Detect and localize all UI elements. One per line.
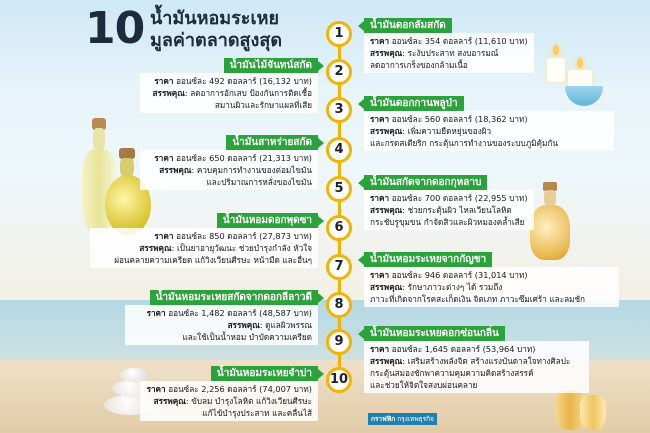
rank-badge-5: 5 xyxy=(326,176,352,202)
rank-badge-1: 1 xyxy=(326,21,352,47)
credit-label: กราฟฟิก xyxy=(371,415,396,423)
entry-2 xyxy=(140,58,318,113)
benefit-text: ลดอาการอักเสบ ป้องกันการติดเชื้อ xyxy=(190,88,312,98)
rank-badge-2: 2 xyxy=(326,59,352,85)
rank-badge-6: 6 xyxy=(326,215,352,241)
benefit-text: และปริมาณการหลั่งของไขมัน xyxy=(206,177,312,187)
entry-8 xyxy=(125,290,318,345)
entry-details: ราคา ออนซ์ละ 560 ดอลลาร์ (18,362 บาท) สรรพคุณ: เพิ่มความยืดหยุ่นของผิว และกรดสเตียริก กระตุ้นการทำงานของระบบภูมิคุ้มกัน xyxy=(364,111,614,151)
benefit-text: ควบคุมการทำงานของต่อมไขมัน xyxy=(196,165,312,175)
benefit-text: และกรดสเตียริก กระตุ้นการทำงานของระบบภูมิคุ้มกัน xyxy=(370,138,558,148)
title-number: 10 xyxy=(85,3,145,54)
benefit-label: สรรพคุณ xyxy=(139,243,172,253)
source-credit xyxy=(368,413,437,425)
pointer-arrow xyxy=(318,138,324,148)
title-line-2: มูลค่าตลาดสูงสุด xyxy=(150,30,283,51)
entry-5 xyxy=(364,175,614,230)
rank-badge-8: 8 xyxy=(326,292,352,318)
entry-details: ราคา ออนซ์ละ 946 ดอลลาร์ (31,014 บาท) สรรพคุณ: รักษาภาวะต่างๆ ได้ รวมถึง ภาวะที่เกิดจากโรคสะเก็ดเงิน จิตเภท ภาวะซึมเศร้า และลมชัก xyxy=(364,267,619,307)
entry-10 xyxy=(140,366,318,421)
benefit-label: สรรพคุณ xyxy=(370,48,403,58)
entry-title: น้ำมันหอมระเหยจากกัญชา xyxy=(364,252,492,267)
benefit-text: ผ่อนคลายความเครียด แก้วิงเวียนศีรษะ หน้ามืด และอื่นๆ xyxy=(114,255,312,265)
entry-details: ราคา ออนซ์ละ 1,645 ดอลลาร์ (53,964 บาท) สรรพคุณ: เสริมสร้างพลังจิต สร้างแรงบันดาลใจทางศิลปะ กระตุ้นสมองชักพาความคุมความคิดสร้างสรรค์ และช่วยให้จิตใจสงบผ่อนคลาย xyxy=(364,341,589,393)
benefit-label: สรรพคุณ xyxy=(370,126,403,136)
entry-6 xyxy=(90,213,318,268)
entry-title: น้ำมันหอมดอกพุดซา xyxy=(217,213,318,228)
benefit-label: สรรพคุณ xyxy=(370,282,403,292)
rank-badge-7: 7 xyxy=(326,254,352,280)
entry-title: น้ำมันหอมระเหยจำปา xyxy=(211,366,318,381)
benefit-text: และช่วยให้จิตใจสงบผ่อนคลาย xyxy=(370,380,478,390)
price-value: ออนซ์ละ 2,256 ดอลลาร์ (74,007 บาท) xyxy=(168,384,312,394)
benefit-text: รักษาภาวะต่างๆ ได้ รวมถึง xyxy=(407,282,503,292)
entry-1 xyxy=(364,18,612,73)
pointer-arrow xyxy=(318,369,324,379)
price-label: ราคา xyxy=(146,308,166,318)
price-value: ออนซ์ละ 492 ดอลลาร์ (16,132 บาท) xyxy=(176,76,312,86)
entry-4 xyxy=(140,135,318,190)
benefit-label: สรรพคุณ xyxy=(153,396,186,406)
entry-details: ราคา ออนซ์ละ 1,482 ดอลลาร์ (48,587 บาท) สรรพคุณ: ดูแลผิวพรรณ และใช้เป็นน้ำหอม บำบัดความเครียด xyxy=(125,305,318,345)
entry-details: ราคา ออนซ์ละ 2,256 ดอลลาร์ (74,007 บาท) สรรพคุณ: ขับลม บำรุงโลหิต แก้วิงเวียนศีรษะ แก้ไข้บำรุงประสาท และคลื่นไส้ xyxy=(140,381,318,421)
benefit-label: สรรพคุณ xyxy=(152,88,185,98)
pointer-arrow xyxy=(318,61,324,71)
entry-9 xyxy=(364,326,589,406)
price-value: ออนซ์ละ 1,482 ดอลลาร์ (48,587 บาท) xyxy=(168,308,312,318)
price-value: ออนซ์ละ 650 ดอลลาร์ (21,313 บาท) xyxy=(176,153,312,163)
benefit-text: ช่วยกระตุ้นผิว ไหลเวียนโลหิต xyxy=(407,205,512,215)
price-label: ราคา xyxy=(146,384,166,394)
pointer-arrow xyxy=(318,216,324,226)
entry-details: ราคา ออนซ์ละ 354 ดอลลาร์ (11,610 บาท) สรรพคุณ: ระงับประสาท สงบอารมณ์ ลดอาการเกร็งของกล้ามเนื้อ xyxy=(364,33,534,73)
entry-title: น้ำมันไม้จันทน์สกัด xyxy=(224,58,318,73)
entry-3 xyxy=(364,96,614,151)
benefit-text: ดูแลผิวพรรณ xyxy=(265,320,312,330)
benefit-text: ภาวะที่เกิดจากโรคสะเก็ดเงิน จิตเภท ภาวะซึมเศร้า และลมชัก xyxy=(370,294,586,304)
rank-badge-10: 10 xyxy=(326,367,352,393)
benefit-text: สมานผิวและรักษาแผลที่เสีย xyxy=(214,100,312,110)
price-label: ราคา xyxy=(370,114,390,124)
price-label: ราคา xyxy=(370,344,390,354)
benefit-text: กระชับรูขุมขน กำจัดสิวและผิวหมองคล้ำเสีย xyxy=(370,217,525,227)
entry-title: น้ำมันดอกกานพลูป่า xyxy=(364,96,464,111)
entry-details: ราคา ออนซ์ละ 850 ดอลลาร์ (27,873 บาท) สรรพคุณ: เป็นยาอายุวัฒนะ ช่วยบำรุงกำลัง หัวใจ ผ่อนคลายความเครียด แก้วิงเวียนศีรษะ หน้ามืด และอื่นๆ xyxy=(90,228,318,268)
entry-title: น้ำมันหอมระเหยดอกซ่อนกลิ่น xyxy=(364,326,505,341)
entry-title: น้ำมันดอกลัมสกัด xyxy=(364,18,452,33)
rank-badge-3: 3 xyxy=(326,97,352,123)
price-label: ราคา xyxy=(370,270,390,280)
benefit-label: สรรพคุณ xyxy=(370,356,403,366)
entry-details: ราคา ออนซ์ละ 650 ดอลลาร์ (21,313 บาท) สรรพคุณ: ควบคุมการทำงานของต่อมไขมัน และปริมาณการหลั่งของไขมัน xyxy=(140,150,318,190)
benefit-label: สรรพคุณ xyxy=(370,205,403,215)
price-value: ออนซ์ละ 946 ดอลลาร์ (31,014 บาท) xyxy=(391,270,528,280)
entry-details: ราคา ออนซ์ละ 700 ดอลลาร์ (22,955 บาท) สรรพคุณ: ช่วยกระตุ้นผิว ไหลเวียนโลหิต กระชับรูขุมขน กำจัดสิวและผิวหมองคล้ำเสีย xyxy=(364,190,534,230)
price-value: ออนซ์ละ 560 ดอลลาร์ (18,362 บาท) xyxy=(391,114,528,124)
benefit-text: ขับลม บำรุงโลหิต แก้วิงเวียนศีรษะ xyxy=(191,396,312,406)
title-line-1: น้ำมันหอมระเหย xyxy=(150,8,280,29)
price-value: ออนซ์ละ 1,645 ดอลลาร์ (53,964 บาท) xyxy=(391,344,536,354)
credit-source: กรุงเทพธุรกิจ xyxy=(397,415,434,423)
price-label: ราคา xyxy=(370,193,390,203)
entry-title: น้ำมันสาหร่ายสกัด xyxy=(226,135,318,150)
price-label: ราคา xyxy=(154,76,174,86)
benefit-text: ลดอาการเกร็งของกล้ามเนื้อ xyxy=(370,60,468,70)
price-value: ออนซ์ละ 354 ดอลลาร์ (11,610 บาท) xyxy=(391,36,528,46)
benefit-text: แก้ไข้บำรุงประสาท และคลื่นไส้ xyxy=(202,408,312,418)
price-label: ราคา xyxy=(370,36,390,46)
entry-title: น้ำมันหอมระเหยสกัดจากดอกลีลาวดี xyxy=(150,290,318,305)
benefit-text: เป็นยาอายุวัฒนะ ช่วยบำรุงกำลัง หัวใจ xyxy=(177,243,312,253)
entry-7 xyxy=(364,252,619,307)
benefit-text: และใช้เป็นน้ำหอม บำบัดความเครียด xyxy=(182,332,312,342)
benefit-label: สรรพคุณ xyxy=(227,320,260,330)
pointer-arrow xyxy=(318,293,324,303)
entry-details: ราคา ออนซ์ละ 492 ดอลลาร์ (16,132 บาท) สรรพคุณ: ลดอาการอักเสบ ป้องกันการติดเชื้อ สมานผิวและรักษาแผลที่เสีย xyxy=(140,73,318,113)
price-label: ราคา xyxy=(154,153,174,163)
price-label: ราคา xyxy=(154,231,174,241)
rank-badge-9: 9 xyxy=(326,329,352,355)
price-value: ออนซ์ละ 700 ดอลลาร์ (22,955 บาท) xyxy=(391,193,528,203)
benefit-text: ระงับประสาท สงบอารมณ์ xyxy=(407,48,499,58)
price-value: ออนซ์ละ 850 ดอลลาร์ (27,873 บาท) xyxy=(176,231,312,241)
rank-badge-4: 4 xyxy=(326,137,352,163)
benefit-text: เพิ่มความยืดหยุ่นของผิว xyxy=(407,126,492,136)
benefit-text: เสริมสร้างพลังจิต สร้างแรงบันดาลใจทางศิลปะ xyxy=(407,356,571,366)
entry-title: น้ำมันสกัดจากดอกกุหลาบ xyxy=(364,175,487,190)
benefit-label: สรรพคุณ xyxy=(159,165,192,175)
benefit-text: กระตุ้นสมองชักพาความคุมความคิดสร้างสรรค์ xyxy=(370,368,534,378)
